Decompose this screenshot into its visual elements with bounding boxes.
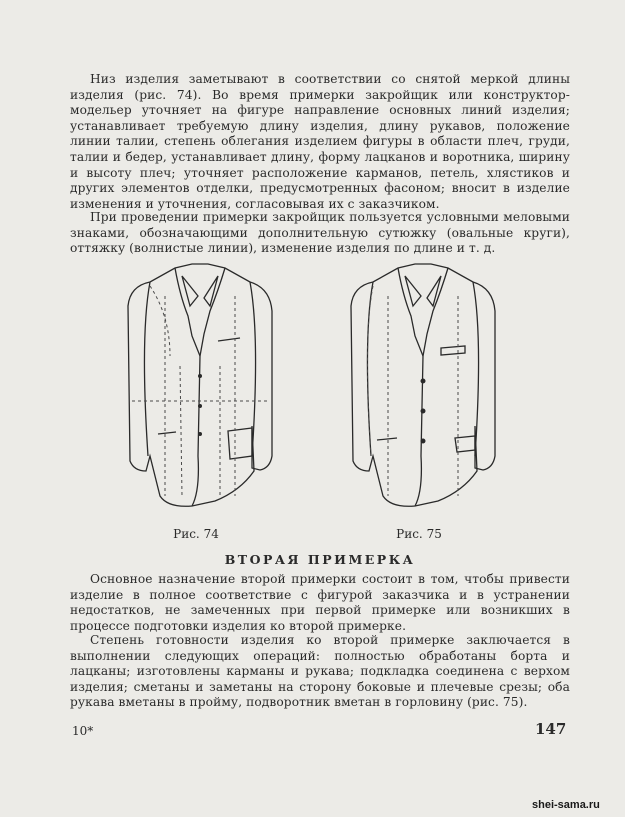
section-heading: ВТОРАЯ ПРИМЕРКА bbox=[224, 552, 416, 567]
page-number: 147 bbox=[535, 720, 567, 738]
figure-75-caption: Рис. 75 bbox=[396, 527, 442, 541]
jacket-illustration-second-fitting bbox=[343, 256, 503, 518]
jacket-illustration-first-fitting bbox=[120, 256, 280, 518]
watermark: shei-sama.ru bbox=[532, 799, 600, 811]
paragraph-chalk-marks: При проведении примерки закройщик пользуется условными меловыми знаками, обозначающими дополнительную сутюжку (овальные круги), оттяжку (волнистые линии), изменение изделия по длине и т. д. bbox=[70, 210, 570, 256]
paragraph-first-fitting: Низ изделия заметывают в соответствии со снятой меркой длины изделия (рис. 74). Во время примерки закройщик или конструктор-модельер уточняет на фигуре направление основных линий изделия; устанавливает требуемую длину изделия, длину рукавов, положение линии талии, степень облегания изделием фигуры в области плеч, груди, талии и бедер, устанавливает длину, форму лацканов и воротника, ширину и высоту плеч; уточняет расположение карманов, петель, хлястиков и других элементов отделки, предусмотренных фасоном; вносит в изделие изменения и уточнения, согласовывая их с заказчиком. bbox=[70, 72, 570, 211]
paragraph-second-fitting-purpose: Основное назначение второй примерки состоит в том, чтобы привести изделие в полное соответствие с фигурой заказчика и в устранении недостатков, не замеченных при первой примерке или возникших в процессе подготовки изделия ко второй примерке. bbox=[70, 572, 570, 633]
paragraph-second-fitting-readiness: Степень готовности изделия ко второй примерке заключается в выполнении следующих операций: полностью обработаны борта и лацканы; изготовлены карманы и рукава; подкладка соединена с верхом изделия; сметаны и заметаны на сторону боковые и плечевые срезы; оба рукава вметаны в пройму, подворотник вметан в горловину (рис. 75). bbox=[70, 633, 570, 710]
figure-74-caption: Рис. 74 bbox=[173, 527, 219, 541]
signature-mark: 10* bbox=[72, 724, 94, 738]
